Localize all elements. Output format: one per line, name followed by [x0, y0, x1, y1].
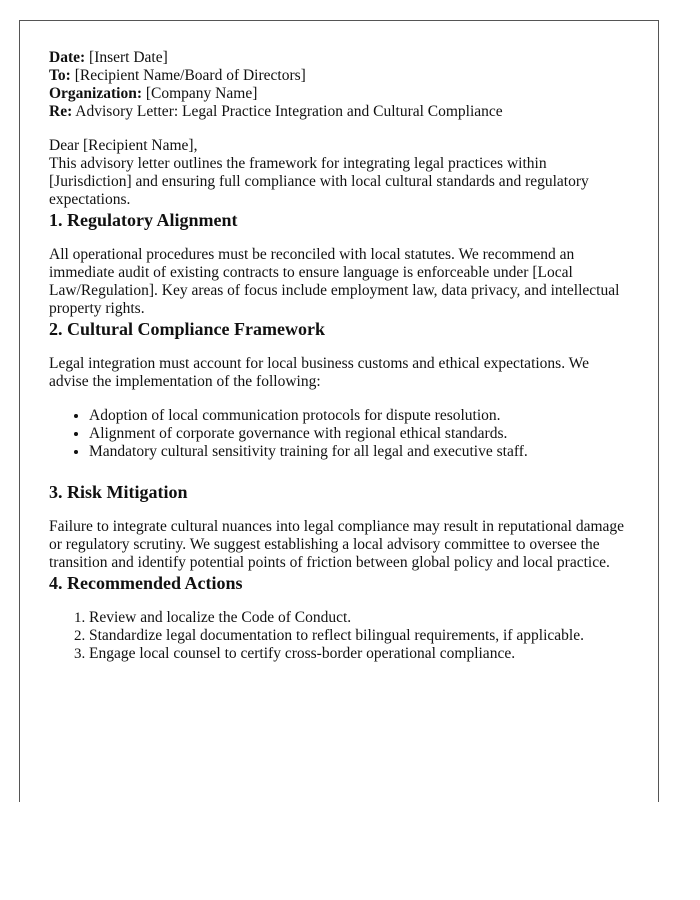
to-label: To:: [49, 67, 71, 84]
organization-line: [49, 85, 629, 103]
subject-label: Re:: [49, 103, 73, 120]
subject-line: [49, 103, 629, 121]
section-heading-risk-mitigation: 3. Risk Mitigation: [49, 482, 188, 502]
intro-paragraph: This advisory letter outlines the framework for integrating legal practices within [Jurisdiction] and ensuring full compliance with local cultural standards and regulatory expectations.: [49, 155, 589, 208]
cultural-compliance-list: [49, 407, 629, 461]
list-item: 1. Review and localize the Code of Conduct.: [89, 609, 629, 627]
section-body-risk-mitigation: Failure to integrate cultural nuances into legal compliance may result in reputational damage or regulatory scrutiny. We suggest establishing a local advisory committee to oversee the transition and identify potential points of friction between global policy and local practice.: [49, 518, 625, 571]
date-line: [49, 49, 629, 67]
section-heading-recommended-actions: 4. Recommended Actions: [49, 573, 243, 593]
list-item: 3. Engage local counsel to certify cross-border operational compliance.: [89, 645, 629, 663]
section-heading-regulatory-alignment: 1. Regulatory Alignment: [49, 210, 238, 230]
section-body-cultural-compliance: Legal integration must account for local business customs and ethical expectations. We advise the implementation of the following:: [49, 355, 589, 390]
address-block: [49, 67, 629, 121]
date-value: [Insert Date]: [89, 49, 168, 66]
list-item: 2. Standardize legal documentation to reflect bilingual requirements, if applicable.: [89, 627, 629, 645]
to-line: [49, 67, 629, 85]
list-item: • Alignment of corporate governance with regional ethical standards.: [89, 425, 629, 443]
subject-value: Advisory Letter: Legal Practice Integration and Cultural Compliance: [75, 103, 503, 120]
list-item: • Mandatory cultural sensitivity training for all legal and executive staff.: [89, 443, 629, 461]
recommended-actions-list: [49, 609, 629, 663]
organization-value: [Company Name]: [145, 85, 258, 102]
organization-label: Organization:: [49, 85, 142, 102]
advisory-letter: [19, 20, 659, 802]
salutation: Dear [Recipient Name],: [49, 137, 198, 154]
section-heading-cultural-compliance: 2. Cultural Compliance Framework: [49, 319, 325, 339]
list-item: • Adoption of local communication protocols for dispute resolution.: [89, 407, 629, 425]
to-value: [Recipient Name/Board of Directors]: [74, 67, 306, 84]
date-label: Date:: [49, 49, 86, 66]
section-body-regulatory-alignment: All operational procedures must be reconciled with local statutes. We recommend an immediate audit of existing contracts to ensure language is enforceable under [Local Law/Regulation]. Key areas of focus include employment law, data privacy, and intellectual property rights.: [49, 246, 620, 317]
